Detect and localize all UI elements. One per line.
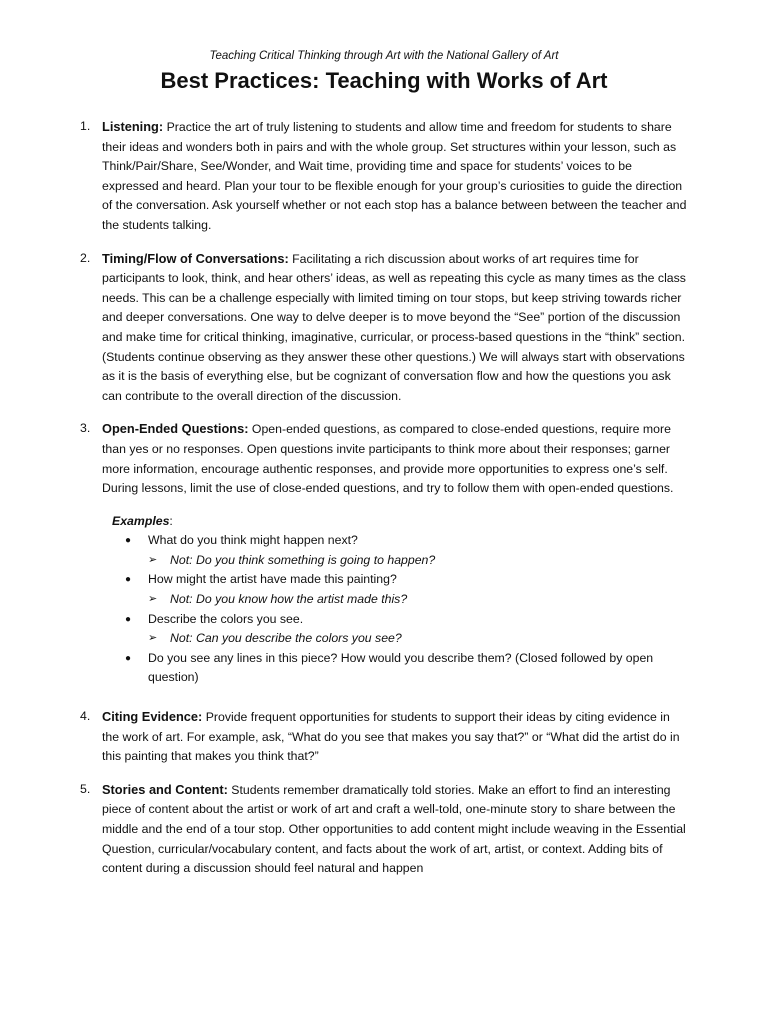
item-text: Students remember dramatically told stories. Make an effort to find an interesting piece of content about the artist or work of art and craft a well-told, one-minute story to share between the middle and the end of a tour stop. Other opportunities to add content might include weaving in the Essential Question, curricular/vocabulary content, and facts about the work of art, artist, or context. Adding bits of content during a discussion should feel natural and happen — [102, 782, 686, 876]
bullet-icon: ● — [125, 574, 132, 586]
example-counterexample — [112, 590, 688, 610]
example-question — [112, 610, 688, 630]
counterexample-text: Not: Can you describe the colors you see? — [170, 631, 402, 646]
practice-item-stories-content — [80, 780, 688, 879]
item-number: 5. — [80, 781, 91, 796]
example-counterexample — [112, 629, 688, 649]
bullet-icon: ● — [125, 535, 132, 547]
example-question — [112, 649, 688, 688]
item-heading: Timing/Flow of Conversations: — [102, 250, 289, 266]
example-text: Describe the colors you see. — [148, 611, 304, 626]
item-text: Open-ended questions, as compared to close-ended questions, require more than yes or no responses. Open questions invite participants to think more about their responses; garner more information, encourage authentic responses, and provide more opportunities to express one’s self. During lessons, limit the use of close-ended questions, and try to follow them with open-ended questions. — [102, 422, 674, 496]
practice-item-timing-flow — [80, 249, 688, 407]
bullet-icon: ● — [125, 652, 132, 664]
counterexample-text: Not: Do you know how the artist made this? — [170, 592, 408, 607]
example-text: How might the artist have made this painting? — [148, 572, 397, 587]
examples-heading — [112, 512, 688, 532]
arrow-bullet-icon: ➢ — [148, 593, 158, 606]
item-number: 4. — [80, 709, 91, 724]
item-heading: Stories and Content: — [102, 781, 228, 797]
item-text: Provide frequent opportunities for students to support their ideas by citing evidence in the work of art. For example, ask, “What do you see that makes you say that?” or “What did the artist do in this painting that makes you think that?” — [102, 710, 680, 764]
bullet-icon: ● — [125, 613, 132, 625]
example-question — [112, 531, 688, 551]
document-title: Best Practices: Teaching with Works of Art — [160, 68, 608, 93]
document-subtitle: Teaching Critical Thinking through Art with the National Gallery of Art — [209, 50, 559, 62]
item-text: Practice the art of truly listening to students and allow time and freedom for students to share their ideas and wonders both in pairs and with the whole group. Set structures within your lesson, such as Think/Pair/Share, See/Wonder, and Wait time, providing time and space for students’ voices to be expressed and heard. Plan your tour to be flexible enough for your group’s curiosities to guide the direction of the conversation. Ask yourself whether or not each stop has a balance between between the teacher and the students talking. — [102, 120, 687, 232]
examples-colon: : — [169, 513, 173, 528]
practice-item-citing-evidence — [80, 707, 688, 767]
example-counterexample — [112, 551, 688, 571]
arrow-bullet-icon: ➢ — [148, 632, 158, 645]
item-heading: Open-Ended Questions: — [102, 421, 249, 437]
arrow-bullet-icon: ➢ — [148, 553, 158, 566]
counterexample-text: Not: Do you think something is going to happen? — [170, 552, 436, 567]
examples-label: Examples — [112, 513, 170, 528]
item-number: 3. — [80, 421, 91, 436]
example-text: What do you think might happen next? — [148, 533, 358, 548]
examples-block — [112, 512, 688, 688]
item-heading: Listening: — [102, 119, 164, 134]
item-heading: Citing Evidence: — [102, 709, 203, 725]
example-question — [112, 570, 688, 590]
example-text: Do you see any lines in this piece? How would you describe them? (Closed followed by open question) — [148, 650, 654, 685]
item-number: 2. — [80, 250, 91, 265]
item-text: Facilitating a rich discussion about works of art requires time for participants to look, think, and hear others’ ideas, as well as repeating this cycle as many times as the class needs. This can be a challenge especially with limited timing on tour stops, but keep striving towards richer and deeper conversations. One way to delve deeper is to move beyond the “See” portion of the discussion and make time for critical thinking, imaginative, curricular, or process-based questions in the “think” section. (Students continue observing as they answer these other questions.) We will always start with observations as it is the basis of everything else, but be cognizant of conversation flow and how the questions you ask can contribute to the overall direction of the discussion. — [102, 251, 686, 403]
practice-item-open-ended-questions — [80, 419, 688, 688]
item-number: 1. — [80, 119, 91, 133]
best-practices-list — [80, 117, 688, 879]
examples-list — [112, 531, 688, 688]
practice-item-listening — [80, 117, 688, 236]
